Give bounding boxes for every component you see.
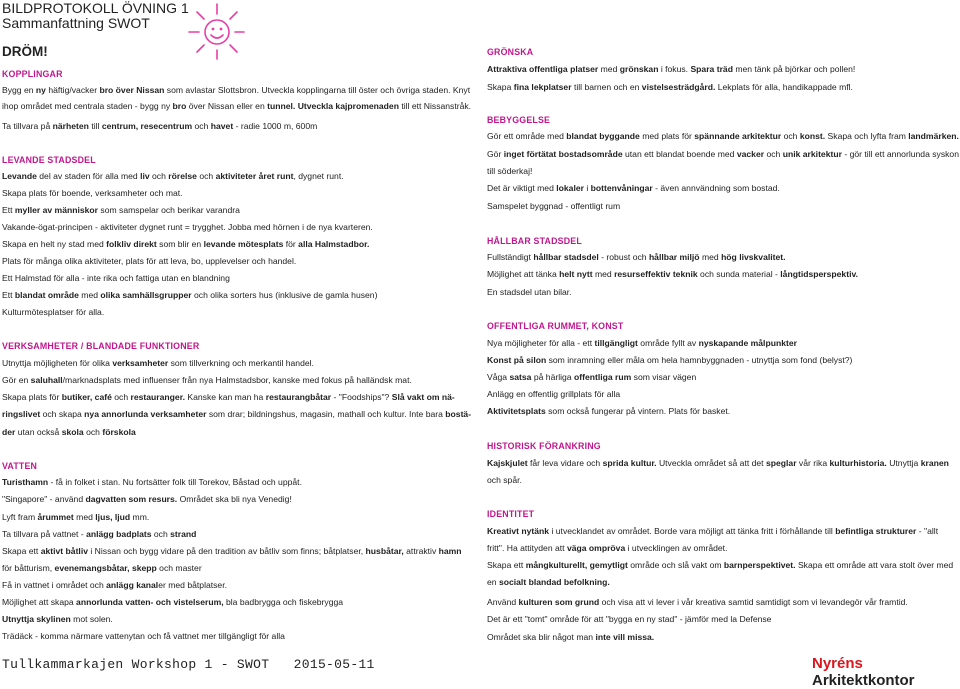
text-line: Nya möjligheter för alla - ett tillgängligt område fyllt av nyskapande målpunkter [487, 338, 797, 348]
text-line: Lyft fram årummet med ljus, ljud mm. [2, 512, 150, 522]
text-line: Skapa fina lekplatser till barnen och en vistelsesträdgård. Lekplats för alla, handikappade mfl. [487, 82, 853, 92]
bold-text: saluhall [30, 375, 63, 385]
text-line: Möjlighet att tänka helt nytt med resurseffektiv teknik och sunda material - långtidsperspektiv. [487, 269, 858, 279]
bold-text: sprida kultur. [602, 458, 657, 468]
bold-text: ringslivet [2, 409, 41, 419]
section-heading-hallbar: HÅLLBAR STADSDEL [487, 236, 582, 246]
bold-text: ny [35, 85, 46, 95]
section-heading-vatten: VATTEN [2, 461, 38, 471]
bold-text: skola [61, 427, 84, 437]
bold-text: konst. [799, 131, 826, 141]
text-line: Ta tillvara på vattnet - anlägg badplats och strand [2, 529, 197, 539]
bold-text: bottenvåningar [590, 183, 653, 193]
section-heading-bebyggelse: BEBYGGELSE [487, 115, 551, 125]
bold-text: grönskan [619, 64, 659, 74]
text-line: Vakande-ögat-principen - aktiviteter dygnet runt = trygghet. Jobba med hörnen i de nya kvarteren. [2, 222, 373, 232]
bold-text: dagvatten som resurs. [85, 494, 178, 504]
bold-text: kulturhistoria. [829, 458, 887, 468]
bold-text: bro över Nissan [99, 85, 165, 95]
text-line: der utan också skola och förskola [2, 427, 136, 437]
bold-text: offentliga rum [573, 372, 632, 382]
bold-text: evenemangsbåtar, [54, 563, 130, 573]
bold-text: nya annorlunda verksamheter [84, 409, 207, 419]
section-heading-kopplingar: KOPPLINGAR [2, 69, 63, 79]
text-line: Ett Halmstad för alla - inte rika och fattiga utan en blandning [2, 273, 230, 283]
text-line: Kajskjulet får leva vidare och sprida kultur. Utveckla området så att det speglar vår rika kulturhistoria. Utnyttja kranen [487, 458, 949, 468]
bold-text: anlägg badplats [86, 529, 152, 539]
bold-text: helt nytt [559, 269, 593, 279]
bold-text: husbåtar, [365, 546, 404, 556]
bold-text: rörelse [168, 171, 197, 181]
bold-text: Utveckla kajpromenaden [297, 101, 399, 111]
bold-text: satsa [509, 372, 532, 382]
text-line: Konst på silon som inramning eller måla om hela hamnbyggnaden - utnyttja som fond (belyst?) [487, 355, 853, 365]
bold-text: folkliv direkt [106, 239, 157, 249]
bold-text: hamn [438, 546, 462, 556]
bold-text: barnperspektivet. [723, 560, 796, 570]
bold-text: Kreativt nytänk [487, 526, 550, 536]
brand-suffix: Arkitektkontor [812, 672, 915, 689]
text-line: Området ska blir något man inte vill missa. [487, 632, 655, 642]
text-line: och spår. [487, 475, 522, 485]
bold-text: restaurangbåtar [265, 392, 332, 402]
bold-text: förskola [102, 427, 136, 437]
bold-text: hållbar stadsdel [533, 252, 599, 262]
smiling-sun-icon [186, 1, 246, 61]
bold-text: lokaler [556, 183, 584, 193]
text-line: Skapa plats för boende, verksamheter och mat. [2, 188, 183, 198]
text-line: ringslivet och skapa nya annorlunda verksamheter som drar; bildningshus, magasin, mathall och kultur. Inte bara bostä- [2, 409, 472, 419]
bold-text: blandat byggande [566, 131, 640, 141]
document-title: BILDPROTOKOLL ÖVNING 1 [2, 0, 189, 16]
bold-text: myller av människor [14, 205, 99, 215]
bold-text: nyskapande målpunkter [698, 338, 797, 348]
text-line: Utnyttja skylinen mot solen. [2, 614, 113, 624]
bold-text: aktivt båtliv [40, 546, 88, 556]
text-line: Levande del av staden för alla med liv och rörelse och aktiviteter året runt, dygnet runt. [2, 171, 344, 181]
section-heading-verksamheter: VERKSAMHETER / BLANDADE FUNKTIONER [2, 341, 200, 351]
bold-text: spännande arkitektur [694, 131, 782, 141]
bold-text: landmärken. [908, 131, 959, 141]
bold-text: mångkulturellt, gemytligt [525, 560, 628, 570]
text-line: Det är viktigt med lokaler i bottenvåningar - även annvändning som bostad. [487, 183, 780, 193]
bold-text: Turisthamn [2, 477, 49, 487]
bold-text: tunnel. [267, 101, 296, 111]
bold-text: årummet [37, 512, 74, 522]
text-line: Skapa ett aktivt båtliv i Nissan och bygg vidare på den tradition av båtliv som finns; båtplatser, husbåtar, attraktiv hamn [2, 546, 462, 556]
text-line: Gör ett område med blandat byggande med plats för spännande arkitektur och konst. Skapa och lyfta fram landmärken. [487, 131, 959, 141]
bold-text: speglar [765, 458, 797, 468]
bold-text: befintliga strukturer [835, 526, 917, 536]
bold-text: Utnyttja skylinen [2, 614, 71, 624]
bold-text: hållbar miljö [648, 252, 700, 262]
document-subtitle: Sammanfattning SWOT [2, 15, 150, 31]
text-line: till söderkaj! [487, 166, 533, 176]
bold-text: anlägg kanal [106, 580, 159, 590]
bold-text: vistelsesträdgård. [641, 82, 716, 92]
text-line: Turisthamn - få in folket i stan. Nu fortsätter folk till Torekov, Båstad och uppåt. [2, 477, 302, 487]
bold-text: restauranger. [130, 392, 185, 402]
text-line: ihop området med centrala staden - bygg ny bro över Nissan eller en tunnel. Utveckla kajpromenaden till ett Nissanstråk. [2, 101, 472, 111]
bold-text: långtidsperspektiv. [780, 269, 858, 279]
text-line: Kulturmötesplatser för alla. [2, 307, 105, 317]
text-line: Plats för många olika aktiviteter, plats för att leva, bo, upplevelser och handel. [2, 256, 297, 266]
bold-text: tillgängligt [594, 338, 638, 348]
bold-text: resecentrum [140, 121, 193, 131]
text-line: Skapa plats för butiker, café och restauranger. Kanske kan man ha restaurangbåtar - "Foodships"? Slå vakt om nä- [2, 392, 455, 402]
bold-text: verksamheter [112, 358, 169, 368]
section-heading-levande: LEVANDE STADSDEL [2, 155, 96, 165]
bold-text: kranen [920, 458, 949, 468]
text-line: Fullständigt hållbar stadsdel - robust och hållbar miljö med hög livskvalitet. [487, 252, 786, 262]
bold-text: vacker [736, 149, 765, 159]
bold-text: skepp [131, 563, 157, 573]
bold-text: aktiviteter året runt [215, 171, 294, 181]
text-line: Använd kulturen som grund och visa att vi lever i vår kreativa samtid samtidigt som vi levandegör vår framtid. [487, 597, 908, 607]
bold-text: bro [172, 101, 187, 111]
text-line: Våga satsa på härliga offentliga rum som visar vägen [487, 372, 697, 382]
text-line: för båtturism, evenemangsbåtar, skepp och master [2, 563, 202, 573]
dream-heading: DRÖM! [2, 44, 48, 59]
bold-text: Konst på silon [487, 355, 547, 365]
bold-text: levande mötesplats [203, 239, 284, 249]
bold-text: olika samhällsgrupper [100, 290, 192, 300]
text-line: fritt". Ha attityden att väga ompröva i utvecklingen av området. [487, 543, 728, 553]
bold-text: inte vill missa. [595, 632, 655, 642]
bold-text: alla Halmstadbor. [298, 239, 370, 249]
text-line: Aktivitetsplats som också fungerar på vintern. Plats för basket. [487, 406, 731, 416]
bold-text: hög livskvalitet. [721, 252, 786, 262]
text-line: en socialt blandad befolkning. [487, 577, 610, 587]
bold-text: blandat område [14, 290, 79, 300]
text-line: "Singapore" - använd dagvatten som resurs. Området ska bli nya Venedig! [2, 494, 292, 504]
section-heading-identitet: IDENTITET [487, 509, 535, 519]
text-line: Attraktiva offentliga platser med grönskan i fokus. Spara träd men tänk på björkar och pollen! [487, 64, 856, 74]
text-line: Ett blandat område med olika samhällsgrupper och olika sorters hus (inklusive de gamla husen) [2, 290, 378, 300]
section-heading-gronska: GRÖNSKA [487, 47, 534, 57]
text-line: Gör inget förtätat bostadsområde utan ett blandat boende med vacker och unik arkitektur - gör till ett annorlunda syskon [487, 149, 959, 159]
text-line: Gör en saluhall/marknadsplats med influenser från nya Halmstadsbor, kanske med fokus på halländsk mat. [2, 375, 412, 385]
bold-text: Slå vakt om nä- [391, 392, 455, 402]
section-heading-offentliga: OFFENTLIGA RUMMET, KONST [487, 321, 624, 331]
text-line: En stadsdel utan bilar. [487, 287, 572, 297]
bold-text: Aktivitetsplats [487, 406, 546, 416]
text-line: Anlägg en offentlig grillplats för alla [487, 389, 621, 399]
footer-project-date: Tullkammarkajen Workshop 1 - SWOT 2015-05-11 [2, 657, 375, 672]
bold-text: fina lekplatser [513, 82, 572, 92]
text-line: Det är ett "tomt" område för att "bygga en ny stad" - jämför med la Defense [487, 614, 772, 624]
text-line: Bygg en ny häftig/vacker bro över Nissan som avlastar Slottsbron. Utveckla kopplingarna till öster och övriga staden. Knyt [2, 85, 471, 95]
bold-text: centrum, [101, 121, 139, 131]
bold-text: liv [140, 171, 150, 181]
bold-text: inget förtätat bostadsområde [503, 149, 623, 159]
bold-text: bostä- [445, 409, 472, 419]
bold-text: väga ompröva [566, 543, 626, 553]
bold-text: ljus, ljud [95, 512, 131, 522]
text-line: Ett myller av människor som samspelar och berikar varandra [2, 205, 240, 215]
text-line: Möjlighet att skapa annorlunda vatten- och vistelserum, bla badbrygga och fiskebrygga [2, 597, 344, 607]
text-line: Ta tillvara på närheten till centrum, resecentrum och havet - radie 1000 m, 600m [2, 121, 318, 131]
bold-text: der [2, 427, 16, 437]
bold-text: Kajskjulet [487, 458, 528, 468]
bold-text: Spara träd [690, 64, 733, 74]
text-line: Få in vattnet i området och anlägg kanaler med båtplatser. [2, 580, 227, 590]
text-line: Skapa en helt ny stad med folkliv direkt som blir en levande mötesplats för alla Halmstadbor. [2, 239, 370, 249]
bold-text: socialt blandad befolkning. [498, 577, 610, 587]
section-heading-historisk: HISTORISK FÖRANKRING [487, 441, 601, 451]
bold-text: Attraktiva offentliga platser [487, 64, 599, 74]
bold-text: resurseffektiv teknik [614, 269, 698, 279]
text-line: Utnyttja möjligheten för olika verksamheter som tillverkning och merkantil handel. [2, 358, 314, 368]
bold-text: butiker, café [61, 392, 112, 402]
bold-text: Levande [2, 171, 37, 181]
text-line: Skapa ett mångkulturellt, gemytligt område och slå vakt om barnperspektivet. Skapa ett område att vara stolt över med [487, 560, 954, 570]
text-line: Kreativt nytänk i utvecklandet av området. Borde vara möjligt att tänka fritt i förhållande till befintliga strukturer - "allt [487, 526, 939, 536]
bold-text: havet [210, 121, 234, 131]
bold-text: strand [170, 529, 197, 539]
bold-text: närheten [52, 121, 89, 131]
brand-logo [812, 655, 960, 689]
bold-text: kulturen som grund [518, 597, 600, 607]
text-line: Trädäck - komma närmare vattenytan och få vattnet mer tillgängligt för alla [2, 631, 285, 641]
bold-text: unik arkitektur [782, 149, 842, 159]
text-line: Samspelet byggnad - offentligt rum [487, 201, 621, 211]
brand-name: Nyréns [812, 655, 863, 672]
bold-text: annorlunda vatten- och vistelserum, [76, 597, 224, 607]
